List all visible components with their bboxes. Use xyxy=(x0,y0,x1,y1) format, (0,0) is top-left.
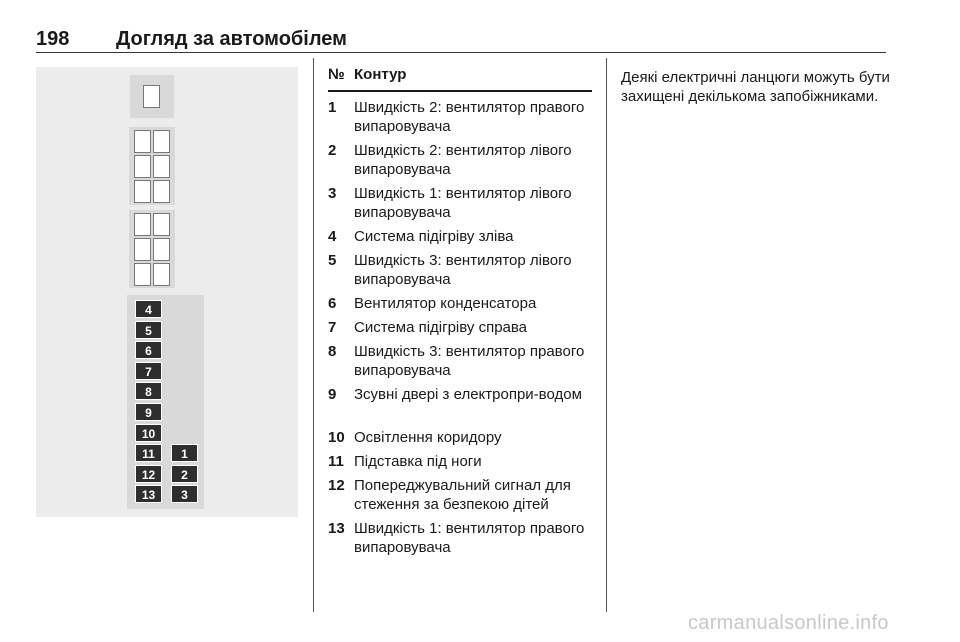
row-number: 3 xyxy=(328,185,337,202)
row-number: 1 xyxy=(328,99,337,116)
row-description: Вентилятор конденсатора xyxy=(354,295,537,312)
column-divider xyxy=(313,58,314,612)
table-row xyxy=(328,294,592,318)
table-row xyxy=(328,318,592,342)
table-row xyxy=(328,251,592,294)
fuse-label: 11 xyxy=(135,444,162,462)
row-number: 7 xyxy=(328,319,337,336)
row-number: 4 xyxy=(328,228,337,245)
fuse-label: 4 xyxy=(135,300,162,318)
table-row xyxy=(328,227,592,251)
row-description: Система підігріву зліва xyxy=(354,228,514,245)
row-number: 11 xyxy=(328,453,344,470)
fuse-slot xyxy=(153,238,170,261)
page-title: Догляд за автомобілем xyxy=(116,28,347,50)
table-row xyxy=(328,428,592,452)
fuse-block-single xyxy=(130,75,174,118)
fuse-label: 6 xyxy=(135,341,162,359)
row-description: Швидкість 2: вентилятор лівого випаровувача xyxy=(354,142,572,178)
row-description: Швидкість 1: вентилятор правого випаровувача xyxy=(354,520,585,556)
row-number: 12 xyxy=(328,477,345,494)
fuse-block-grid-upper xyxy=(129,127,175,205)
fuse-slot xyxy=(134,155,151,178)
fuse-box-diagram xyxy=(36,67,298,517)
table-row xyxy=(328,184,592,227)
fuse-label: 7 xyxy=(135,362,162,380)
row-number: 2 xyxy=(328,142,337,159)
watermark: carmanualsonline.info xyxy=(688,612,889,634)
row-number: 13 xyxy=(328,520,345,537)
fuse-slot xyxy=(134,263,151,286)
fuse-label: 3 xyxy=(171,485,198,503)
row-description: Освітлення коридору xyxy=(354,429,502,446)
row-number: 5 xyxy=(328,252,337,269)
table-row xyxy=(328,342,592,385)
fuse-slot xyxy=(153,180,170,203)
table-row xyxy=(328,141,592,184)
row-description: Швидкість 2: вентилятор правого випаровувача xyxy=(354,99,585,135)
fuse-label: 2 xyxy=(171,465,198,483)
row-description: Швидкість 3: вентилятор правого випаровувача xyxy=(354,343,585,379)
fuse-slot xyxy=(143,85,160,108)
row-description: Зсувні двері з електропри-водом xyxy=(354,386,582,403)
row-description: Система підігріву справа xyxy=(354,319,528,336)
fuse-table xyxy=(328,64,592,562)
row-number: 9 xyxy=(328,386,337,403)
fuse-label: 12 xyxy=(135,465,162,483)
row-number: 8 xyxy=(328,343,337,360)
row-description: Швидкість 1: вентилятор лівого випаровувача xyxy=(354,185,572,221)
fuse-label: 9 xyxy=(135,403,162,421)
note-text: Деякі електричні ланцюги можуть бути захищені декількома запобіжниками. xyxy=(621,69,890,105)
fuse-label: 5 xyxy=(135,321,162,339)
fuse-label: 1 xyxy=(171,444,198,462)
row-number: 6 xyxy=(328,295,337,312)
table-row xyxy=(328,452,592,476)
fuse-block-numbered xyxy=(127,295,204,509)
table-row xyxy=(328,519,592,562)
fuse-label: 8 xyxy=(135,382,162,400)
fuse-slot xyxy=(153,130,170,153)
fuse-slot xyxy=(134,180,151,203)
fuse-slot xyxy=(153,155,170,178)
fuse-slot xyxy=(134,130,151,153)
fuse-slot xyxy=(153,213,170,236)
table-header xyxy=(328,64,592,92)
fuse-slot xyxy=(153,263,170,286)
header-number: № xyxy=(328,66,345,83)
fuse-label: 10 xyxy=(135,424,162,442)
row-description: Швидкість 3: вентилятор лівого випаровувача xyxy=(354,252,572,288)
header-circuit: Контур xyxy=(354,66,407,83)
page-header xyxy=(36,26,886,53)
fuse-slot xyxy=(134,213,151,236)
table-row xyxy=(328,98,592,141)
fuse-label: 13 xyxy=(135,485,162,503)
table-row xyxy=(328,385,592,428)
row-description: Попереджувальний сигнал для стеження за безпекою дітей xyxy=(354,477,571,513)
column-divider xyxy=(606,58,607,612)
row-description: Підставка під ноги xyxy=(354,453,482,470)
fuse-slot xyxy=(134,238,151,261)
page-number: 198 xyxy=(36,28,70,50)
row-number: 10 xyxy=(328,429,345,446)
fuse-block-grid-lower xyxy=(129,210,175,288)
table-row xyxy=(328,476,592,519)
